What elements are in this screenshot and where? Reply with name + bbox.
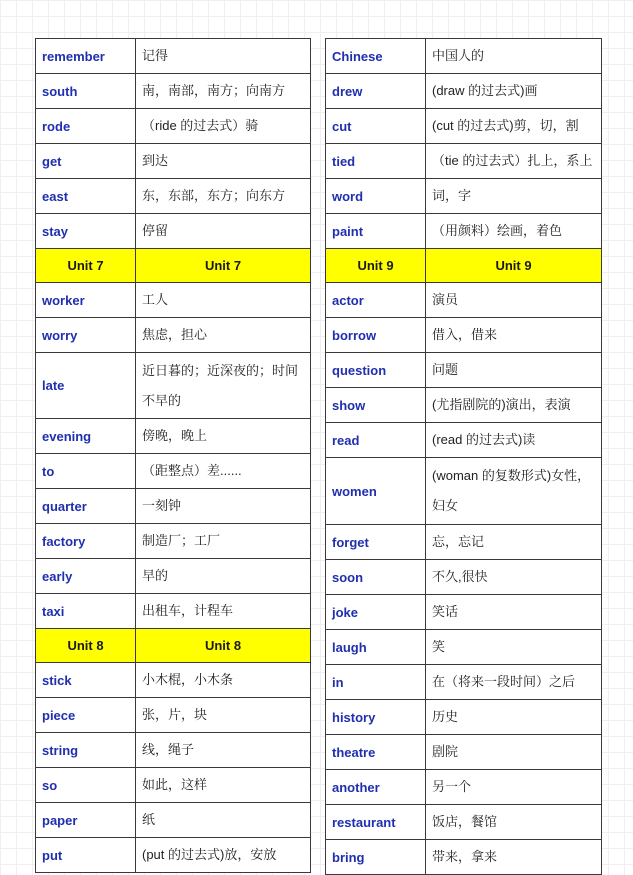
vocab-row xyxy=(326,735,602,770)
vocab-word: women xyxy=(326,458,426,525)
vocab-row xyxy=(36,39,311,74)
vocab-meaning: 近日暮的；近深夜的；时间不早的 xyxy=(136,353,311,419)
vocab-meaning: 笑 xyxy=(426,630,602,665)
vocab-row xyxy=(326,423,602,458)
vocab-row xyxy=(36,733,311,768)
vocab-meaning: 词，字 xyxy=(426,179,602,214)
vocab-word: factory xyxy=(36,524,136,559)
vocab-row xyxy=(36,109,311,144)
vocab-row xyxy=(36,353,311,419)
vocab-meaning: 停留 xyxy=(136,214,311,249)
vocab-meaning: 不久,很快 xyxy=(426,560,602,595)
vocab-meaning: 在（将来一段时间）之后 xyxy=(426,665,602,700)
vocab-row xyxy=(326,665,602,700)
vocab-word: taxi xyxy=(36,594,136,629)
vocab-row xyxy=(326,214,602,249)
vocab-meaning: 线，绳子 xyxy=(136,733,311,768)
vocab-word: late xyxy=(36,353,136,419)
vocab-word: show xyxy=(326,388,426,423)
vocab-meaning: 南，南部，南方；向南方 xyxy=(136,74,311,109)
vocab-row xyxy=(36,419,311,454)
vocab-word: in xyxy=(326,665,426,700)
vocab-word: forget xyxy=(326,525,426,560)
vocab-word: Chinese xyxy=(326,39,426,74)
vocab-meaning: 一刻钟 xyxy=(136,489,311,524)
vocab-row xyxy=(326,630,602,665)
vocab-word: question xyxy=(326,353,426,388)
vocab-row xyxy=(36,283,311,318)
vocab-word: cut xyxy=(326,109,426,144)
vocab-table-left xyxy=(35,38,311,873)
vocab-meaning: 忘，忘记 xyxy=(426,525,602,560)
vocab-row xyxy=(326,353,602,388)
vocab-meaning: (woman 的复数形式)女性，妇女 xyxy=(426,458,602,525)
vocab-word: borrow xyxy=(326,318,426,353)
vocab-meaning: 出租车，计程车 xyxy=(136,594,311,629)
vocab-row xyxy=(36,663,311,698)
vocab-table-right xyxy=(325,38,602,875)
vocab-row xyxy=(36,698,311,733)
vocab-word: rode xyxy=(36,109,136,144)
vocab-word: joke xyxy=(326,595,426,630)
vocab-meaning: （tie 的过去式）扎上，系上 xyxy=(426,144,602,179)
unit-header-row xyxy=(36,629,311,663)
vocab-meaning: 张，片，块 xyxy=(136,698,311,733)
vocab-row xyxy=(36,144,311,179)
vocab-meaning: 小木棍，小木条 xyxy=(136,663,311,698)
vocab-meaning: 借入，借来 xyxy=(426,318,602,353)
vocab-row xyxy=(36,74,311,109)
vocab-word: another xyxy=(326,770,426,805)
vocab-row xyxy=(36,559,311,594)
unit-header-row xyxy=(326,249,602,283)
vocab-meaning: 纸 xyxy=(136,803,311,838)
unit-label: Unit 9 xyxy=(426,249,602,283)
vocab-meaning: 傍晚，晚上 xyxy=(136,419,311,454)
vocab-meaning: 焦虑，担心 xyxy=(136,318,311,353)
vocab-meaning: （ride 的过去式）骑 xyxy=(136,109,311,144)
vocab-meaning: 带来，拿来 xyxy=(426,840,602,875)
vocab-word: early xyxy=(36,559,136,594)
vocab-word: tied xyxy=(326,144,426,179)
vocab-word: put xyxy=(36,838,136,873)
vocab-word: quarter xyxy=(36,489,136,524)
vocab-row xyxy=(36,524,311,559)
vocab-word: east xyxy=(36,179,136,214)
vocab-word: stick xyxy=(36,663,136,698)
vocab-word: remember xyxy=(36,39,136,74)
vocab-meaning: 饭店，餐馆 xyxy=(426,805,602,840)
vocab-word: evening xyxy=(36,419,136,454)
unit-header-row xyxy=(36,249,311,283)
vocab-meaning: 另一个 xyxy=(426,770,602,805)
vocab-word: theatre xyxy=(326,735,426,770)
vocab-word: actor xyxy=(326,283,426,318)
vocab-word: history xyxy=(326,700,426,735)
unit-label: Unit 8 xyxy=(36,629,136,663)
vocab-word: worker xyxy=(36,283,136,318)
vocab-meaning: 到达 xyxy=(136,144,311,179)
vocab-meaning: (draw 的过去式)画 xyxy=(426,74,602,109)
vocab-word: piece xyxy=(36,698,136,733)
vocab-row xyxy=(326,458,602,525)
vocab-table-right-body xyxy=(326,39,602,875)
vocab-meaning: 笑话 xyxy=(426,595,602,630)
vocab-meaning: 早的 xyxy=(136,559,311,594)
vocab-word: read xyxy=(326,423,426,458)
vocab-row xyxy=(36,594,311,629)
vocab-row xyxy=(326,74,602,109)
vocab-meaning: （距整点）差...... xyxy=(136,454,311,489)
vocab-meaning: 东，东部，东方；向东方 xyxy=(136,179,311,214)
unit-label: Unit 7 xyxy=(136,249,311,283)
vocab-row xyxy=(326,318,602,353)
vocab-meaning: 剧院 xyxy=(426,735,602,770)
vocab-row xyxy=(36,454,311,489)
vocab-row xyxy=(36,214,311,249)
vocab-row xyxy=(326,525,602,560)
vocab-row xyxy=(326,700,602,735)
vocab-word: stay xyxy=(36,214,136,249)
vocab-row xyxy=(326,560,602,595)
vocab-table-left-body xyxy=(36,39,311,873)
vocab-row xyxy=(326,840,602,875)
vocab-word: string xyxy=(36,733,136,768)
vocab-row xyxy=(326,805,602,840)
vocab-row xyxy=(326,388,602,423)
vocab-word: south xyxy=(36,74,136,109)
vocab-word: bring xyxy=(326,840,426,875)
vocab-word: get xyxy=(36,144,136,179)
vocab-row xyxy=(326,144,602,179)
vocab-word: laugh xyxy=(326,630,426,665)
vocab-meaning: 问题 xyxy=(426,353,602,388)
vocab-word: paper xyxy=(36,803,136,838)
vocab-word: so xyxy=(36,768,136,803)
vocab-row xyxy=(326,39,602,74)
vocab-meaning: (read 的过去式)读 xyxy=(426,423,602,458)
vocab-meaning: (尤指剧院的)演出，表演 xyxy=(426,388,602,423)
vocab-row xyxy=(36,489,311,524)
vocab-row xyxy=(326,179,602,214)
vocab-row xyxy=(36,803,311,838)
vocab-meaning: (put 的过去式)放，安放 xyxy=(136,838,311,873)
vocab-word: to xyxy=(36,454,136,489)
vocab-word: restaurant xyxy=(326,805,426,840)
vocab-word: soon xyxy=(326,560,426,595)
vocab-meaning: (cut 的过去式)剪，切，割 xyxy=(426,109,602,144)
vocab-meaning: 演员 xyxy=(426,283,602,318)
vocab-word: drew xyxy=(326,74,426,109)
vocab-row xyxy=(36,179,311,214)
vocab-word: paint xyxy=(326,214,426,249)
unit-label: Unit 8 xyxy=(136,629,311,663)
vocab-word: worry xyxy=(36,318,136,353)
vocab-row xyxy=(36,318,311,353)
vocab-row xyxy=(326,770,602,805)
vocab-word: word xyxy=(326,179,426,214)
vocab-row xyxy=(326,109,602,144)
vocab-row xyxy=(36,768,311,803)
vocab-meaning: 如此，这样 xyxy=(136,768,311,803)
vocab-meaning: 历史 xyxy=(426,700,602,735)
unit-label: Unit 7 xyxy=(36,249,136,283)
unit-label: Unit 9 xyxy=(326,249,426,283)
vocab-meaning: 记得 xyxy=(136,39,311,74)
vocab-row xyxy=(326,283,602,318)
vocab-meaning: （用颜料）绘画，着色 xyxy=(426,214,602,249)
vocab-meaning: 工人 xyxy=(136,283,311,318)
vocab-row xyxy=(326,595,602,630)
vocab-row xyxy=(36,838,311,873)
vocab-meaning: 中国人的 xyxy=(426,39,602,74)
vocab-meaning: 制造厂；工厂 xyxy=(136,524,311,559)
